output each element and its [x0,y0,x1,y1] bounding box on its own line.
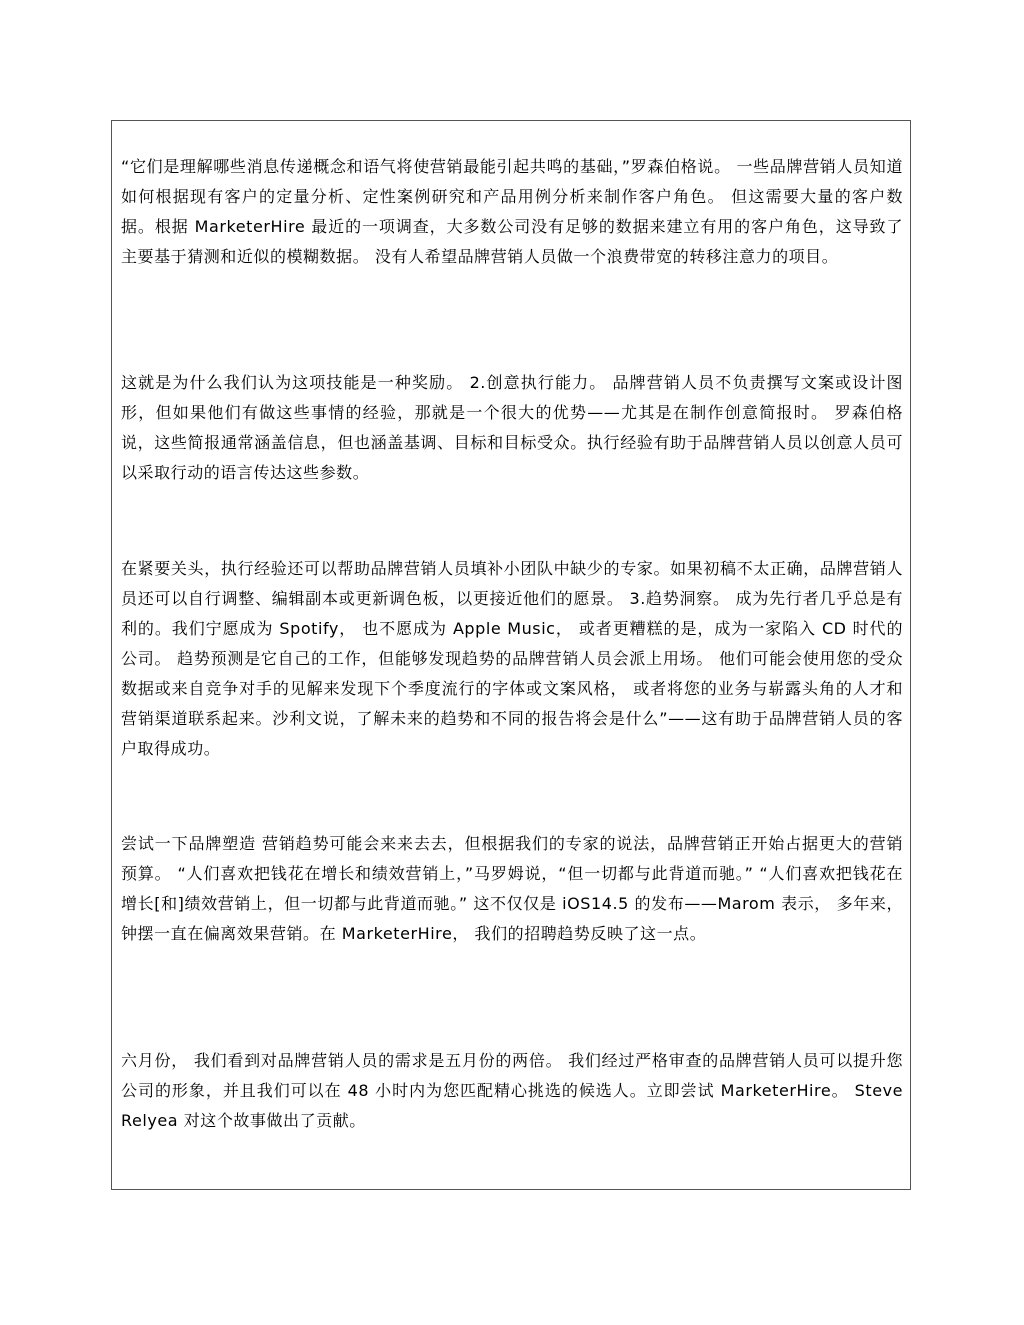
paragraph-quote-rosenberg: “它们是理解哪些消息传递概念和语气将使营销最能引起共鸣的基础，”罗森伯格说。 一些品牌营销人员知道如何根据现有客户的定量分析、定性案例研究和产品用例分析来制作客户角色。 但这需要大量的客户数据。根据 MarketerHire 最近的一项调查，大多数公司没有足够的数据来建立有用的客户角色，这导致了主要基于猜测和近似的模糊数据。 没有人希望品牌营销人员做一个浪费带宽的转移注意力的项目。 [121,157,903,266]
paragraph-trend-insight: 在紧要关头，执行经验还可以帮助品牌营销人员填补小团队中缺少的专家。如果初稿不太正确，品牌营销人员还可以自行调整、编辑副本或更新调色板，以更接近他们的愿景。 3.趋势洞察。 成为先行者几乎总是有利的。我们宁愿成为 Spotify， 也不愿成为 Apple Music， 或者更糟糕的是，成为一家陷入 CD 时代的公司。 趋势预测是它自己的工作，但能够发现趋势的品牌营销人员会派上用场。 他们可能会使用您的受众数据或来自竞争对手的见解来发现下个季度流行的字体或文案风格， 或者将您的业务与崭露头角的人才和营销渠道联系起来。沙利文说，了解未来的趋势和不同的报告将会是什么”——这有助于品牌营销人员的客户取得成功。 [121,559,903,758]
paragraph-brand-building: 尝试一下品牌塑造 营销趋势可能会来来去去，但根据我们的专家的说法，品牌营销正开始占据更大的营销预算。 “人们喜欢把钱花在增长和绩效营销上，”马罗姆说，“但一切都与此背道而驰。” “人们喜欢把钱花在增长[和]绩效营销上，但一切都与此背道而驰。” 这不仅仅是 iOS14.5 的发布——Marom 表示， 多年来， 钟摆一直在偏离效果营销。在 MarketerHire， 我们的招聘趋势反映了这一点。 [121,834,903,943]
paragraph-conclusion: 六月份， 我们看到对品牌营销人员的需求是五月份的两倍。 我们经过严格审查的品牌营销人员可以提升您公司的形象，并且我们可以在 48 小时内为您匹配精心挑选的候选人。立即尝试 MarketerHire。 Steve Relyea 对这个故事做出了贡献。 [121,1051,903,1130]
paragraph-creative-execution: 这就是为什么我们认为这项技能是一种奖励。 2.创意执行能力。 品牌营销人员不负责撰写文案或设计图形，但如果他们有做这些事情的经验，那就是一个很大的优势——尤其是在制作创意简报时。 罗森伯格说，这些简报通常涵盖信息，但也涵盖基调、目标和目标受众。执行经验有助于品牌营销人员以创意人员可以采取行动的语言传达这些参数。 [121,373,903,482]
